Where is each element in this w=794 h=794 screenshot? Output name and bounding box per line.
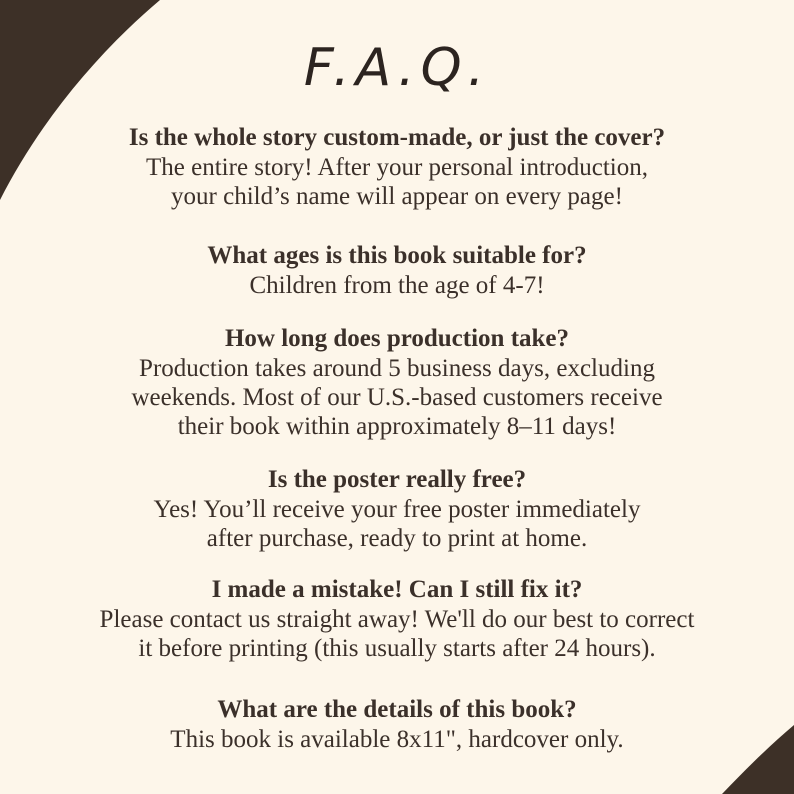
- faq-item-poster: [0, 465, 794, 553]
- faq-question: How long does production take?: [224, 325, 570, 352]
- faq-question: I made a mistake! Can I still fix it?: [211, 576, 583, 603]
- faq-answer-line: Production takes around 5 business days, excluding: [139, 355, 655, 382]
- faq-answer: [0, 605, 794, 663]
- faq-item-mistake: [0, 575, 794, 663]
- faq-answer-line: This book is available 8x11", hardcover only.: [170, 726, 624, 753]
- faq-question: Is the whole story custom-made, or just the cover?: [128, 124, 666, 151]
- faq-item-book-details: [0, 695, 794, 754]
- faq-answer: [0, 354, 794, 441]
- page-title: F.A.Q.: [303, 38, 491, 98]
- faq-answer-line: their book within approximately 8–11 days!: [177, 413, 617, 440]
- faq-answer-line: Please contact us straight away! We'll do our best to correct: [99, 606, 695, 633]
- faq-answer-line: weekends. Most of our U.S.-based customers receive: [131, 384, 663, 411]
- faq-item-production: [0, 324, 794, 441]
- faq-answer-line: Children from the age of 4-7!: [249, 272, 545, 299]
- faq-question: What ages is this book suitable for?: [207, 242, 587, 269]
- faq-question: Is the poster really free?: [267, 466, 527, 493]
- faq-answer: [0, 153, 794, 211]
- faq-answer-line: Yes! You’ll receive your free poster immediately: [153, 496, 641, 523]
- faq-answer-line: it before printing (this usually starts after 24 hours).: [138, 635, 656, 662]
- faq-answer: [0, 271, 794, 300]
- faq-answer: [0, 725, 794, 754]
- faq-answer: [0, 495, 794, 553]
- faq-item-ages: [0, 241, 794, 300]
- faq-answer-line: The entire story! After your personal introduction,: [146, 154, 648, 181]
- faq-question: What are the details of this book?: [217, 696, 577, 723]
- faq-answer-line: after purchase, ready to print at home.: [206, 525, 588, 552]
- faq-answer-line: your child’s name will appear on every page!: [171, 183, 623, 210]
- faq-item-custom-story: [0, 123, 794, 211]
